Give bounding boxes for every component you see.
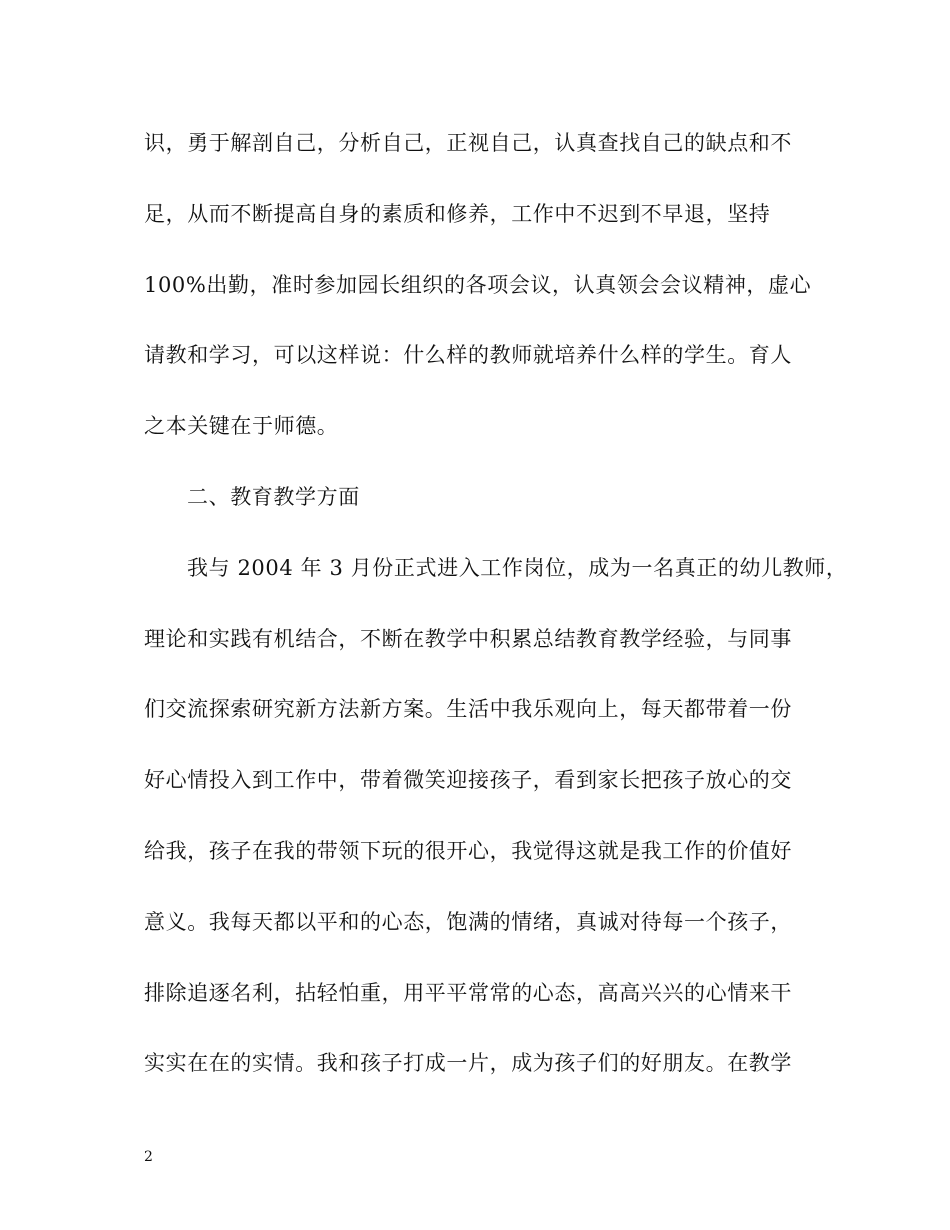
body-text xyxy=(144,126,848,1117)
text-line: 意义。我每天都以平和的心态，饱满的情绪，真诚对待每一个孩子， xyxy=(144,909,792,934)
section-heading: 二、教育教学方面 xyxy=(187,484,360,509)
text-line: 之本关键在于师德。 xyxy=(144,414,339,439)
text-line: 理论和实践有机结合，不断在教学中积累总结教育教学经验，与同事 xyxy=(144,626,792,651)
text-line: 100%出勤，准时参加园长组织的各项会议，认真领会会议精神，虚心 xyxy=(144,272,812,297)
text-line: 排除追逐名利，拈轻怕重，用平平常常的心态，高高兴兴的心情来干 xyxy=(144,980,792,1005)
text-line: 实实在在的实情。我和孩子打成一片，成为孩子们的好朋友。在教学 xyxy=(144,1051,792,1076)
text-line: 足，从而不断提高自身的素质和修养，工作中不迟到不早退，坚持 xyxy=(144,201,771,226)
paragraph-start-line: 我与 2004 年 3 月份正式进入工作岗位，成为一名真正的幼儿教师， xyxy=(187,555,848,580)
text-line: 给我，孩子在我的带领下玩的很开心，我觉得这就是我工作的价值好 xyxy=(144,838,792,863)
text-line: 识，勇于解剖自己，分析自己，正视自己，认真查找自己的缺点和不 xyxy=(144,131,792,155)
text-line: 们交流探索研究新方法新方案。生活中我乐观向上，每天都带着一份 xyxy=(144,697,792,722)
text-line: 请教和学习，可以这样说：什么样的教师就培养什么样的学生。育人 xyxy=(144,343,792,368)
page-number: 2 xyxy=(144,1149,153,1165)
text-line: 好心情投入到工作中，带着微笑迎接孩子，看到家长把孩子放心的交 xyxy=(144,768,792,793)
